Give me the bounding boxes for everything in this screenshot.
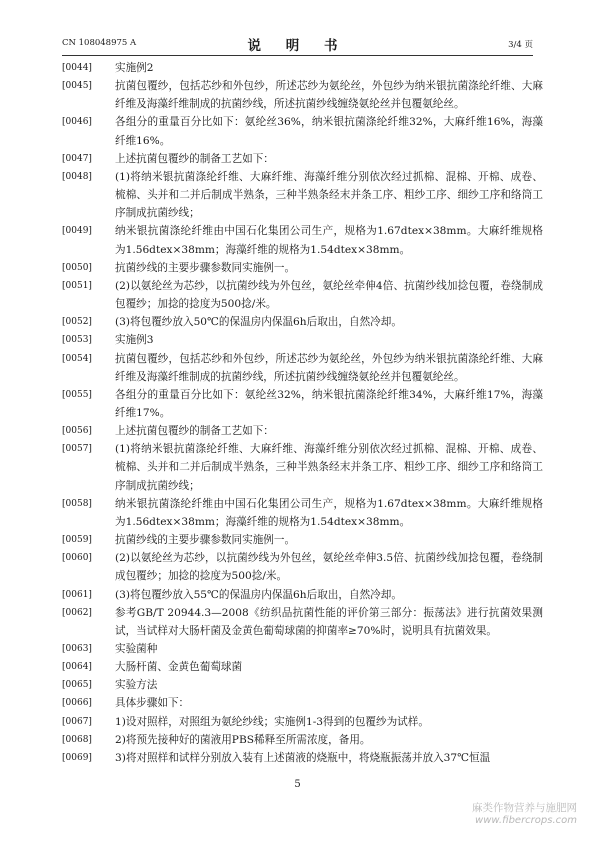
paragraph (62, 113, 543, 149)
paragraph (62, 549, 543, 585)
paragraph-text: 各组分的重量百分比如下：氨纶丝36%，纳米银抗菌涤纶纤维32%，大麻纤维16%，海藻纤维16%。 (115, 116, 543, 147)
paragraph-number: [0057] (62, 444, 92, 455)
paragraph-text: 抗菌包覆纱，包括芯纱和外包纱，所述芯纱为氨纶丝，外包纱为纳米银抗菌涤纶纤维、大麻纤维及海藻纤维制成的抗菌纱线，所述抗菌纱线缠绕氨纶丝并包覆氨纶丝。 (115, 80, 543, 111)
paragraph-number: [0055] (62, 389, 92, 400)
paragraph (62, 59, 543, 77)
site-watermark (472, 800, 577, 826)
paragraph-number: [0050] (62, 262, 92, 273)
paragraph (62, 658, 543, 676)
paragraph-text: (2)以氨纶丝为芯纱，以抗菌纱线为外包丝，氨纶丝牵伸4倍、抗菌纱线加捻包覆，卷绕制成包覆纱；加捻的捻度为500捻/米。 (115, 279, 543, 311)
paragraph-text: 2)将预先接种好的菌液用PBS稀释至所需浓度，备用。 (115, 733, 371, 746)
paragraph-text: 各组分的重量百分比如下：氨纶丝32%，纳米银抗菌涤纶纤维34%，大麻纤维17%，海藻纤维17%。 (115, 388, 543, 419)
paragraph (62, 586, 543, 604)
description-body (62, 59, 543, 767)
paragraph-text: 抗菌包覆纱，包括芯纱和外包纱，所述芯纱为氨纶丝，外包纱为纳米银抗菌涤纶纤维、大麻纤维及海藻纤维制成的抗菌纱线，所述抗菌纱线缠绕氨纶丝并包覆氨纶丝。 (115, 352, 543, 383)
paragraph-number: [0063] (62, 644, 92, 654)
paragraph (62, 604, 543, 640)
paragraph (62, 495, 543, 531)
paragraph-number: [0044] (62, 63, 92, 73)
paragraph (62, 422, 543, 440)
paragraph-number: [0068] (62, 734, 92, 745)
paragraph-number: [0056] (62, 426, 92, 437)
paragraph (62, 531, 543, 549)
watermark-site-name: 麻类作物营养与施肥网 (472, 802, 577, 814)
patent-number: CN 108048975 A (62, 38, 137, 48)
watermark-url: www.fibercrops.com (475, 815, 577, 826)
paragraph-number: [0049] (62, 226, 92, 237)
paragraph-number: [0061] (62, 589, 92, 600)
paragraph (62, 749, 543, 767)
paragraph (62, 222, 543, 258)
paragraph-text: 上述抗菌包覆纱的制备工艺如下： (115, 425, 274, 438)
paragraph-text: 大肠杆菌、金黄色葡萄球菌 (115, 661, 243, 674)
paragraph (62, 277, 543, 313)
paragraph (62, 259, 543, 277)
paragraph (62, 150, 543, 168)
paragraph-number: [0066] (62, 698, 92, 709)
paragraph (62, 350, 543, 386)
page-indicator: 3/4 页 (508, 40, 533, 50)
paragraph (62, 713, 543, 731)
paragraph-text: 实验方法 (115, 679, 158, 692)
paragraph (62, 640, 543, 658)
paragraph (62, 694, 543, 712)
paragraph-number: [0045] (62, 81, 92, 92)
paragraph-number: [0060] (62, 553, 92, 564)
paragraph-number: [0062] (62, 607, 92, 618)
paragraph-text: 实施例2 (115, 62, 154, 74)
header-rule (62, 55, 533, 56)
paragraph-number: [0047] (62, 153, 92, 164)
paragraph-text: 实验菌种 (115, 643, 158, 655)
paragraph (62, 313, 543, 331)
paragraph-number: [0069] (62, 752, 92, 763)
paragraph-text: (1)将纳米银抗菌涤纶纤维、大麻纤维、海藻纤维分别依次经过抓棉、混棉、开棉、成卷、梳棉、头并和二并后制成半熟条，三种半熟条经末并条工序、粗纱工序、细纱工序和络筒工序制成抗菌纱线； (115, 443, 543, 492)
paragraph-text: 参考GB/T 20944.3—2008《纺织品抗菌性能的评价第三部分：振荡法》进行抗菌效果测试，当试样对大肠杆菌及金黄色葡萄球菌的抑菌率≥70%时，说明具有抗菌效果。 (115, 606, 543, 637)
paragraph-number: [0048] (62, 171, 92, 182)
paragraph (62, 168, 543, 222)
paragraph-text: 纳米银抗菌涤纶纤维由中国石化集团公司生产，规格为1.67dtex×38mm。大麻纤维规格为1.56dtex×38mm；海藻纤维的规格为1.54dtex×38mm。 (115, 497, 543, 528)
paragraph-number: [0053] (62, 335, 92, 346)
paragraph (62, 77, 543, 113)
paragraph-text: 抗菌纱线的主要步骤参数同实施例一。 (115, 261, 296, 274)
paragraph-number: [0064] (62, 662, 92, 673)
paragraph-text: (3)将包覆纱放入55℃的保温房内保温6h后取出，自然冷却。 (115, 588, 402, 601)
paragraph-text: (1)将纳米银抗菌涤纶纤维、大麻纤维、海藻纤维分别依次经过抓棉、混棉、开棉、成卷、梳棉、头并和二并后制成半熟条，三种半熟条经末并条工序、粗纱工序、细纱工序和络筒工序制成抗菌纱线； (115, 170, 543, 220)
paragraph-text: 具体步骤如下： (115, 697, 190, 710)
page-number: 5 (294, 779, 301, 790)
paragraph-number: [0058] (62, 498, 92, 509)
paragraph (62, 331, 543, 349)
paragraph-text: 纳米银抗菌涤纶纤维由中国石化集团公司生产，规格为1.67dtex×38mm。大麻纤维规格为1.56dtex×38mm；海藻纤维的规格为1.54dtex×38mm。 (115, 225, 543, 256)
paragraph (62, 440, 543, 494)
paragraph-number: [0065] (62, 680, 92, 691)
paragraph-text: 上述抗菌包覆纱的制备工艺如下： (115, 152, 274, 165)
document-title: 说 明 书 (247, 38, 348, 54)
paragraph-text: 1)设对照样，对照组为氨纶纱线；实施例1-3得到的包覆纱为试样。 (115, 715, 429, 728)
paragraph (62, 386, 543, 422)
paragraph-number: [0059] (62, 535, 92, 546)
paragraph-text: 抗菌纱线的主要步骤参数同实施例一。 (115, 534, 296, 547)
paragraph-text: 实施例3 (115, 334, 154, 347)
paragraph-number: [0067] (62, 716, 92, 727)
page-header (62, 34, 533, 52)
paragraph-text: (2)以氨纶丝为芯纱，以抗菌纱线为外包丝，氨纶丝牵伸3.5倍、抗菌纱线加捻包覆，卷绕制成包覆纱；加捻的捻度为500捻/米。 (115, 552, 543, 583)
paragraph-number: [0046] (62, 117, 92, 128)
paragraph-number: [0054] (62, 353, 92, 364)
paragraph (62, 731, 543, 749)
paragraph-text: (3)将包覆纱放入50℃的保温房内保温6h后取出，自然冷却。 (115, 316, 402, 329)
paragraph (62, 676, 543, 694)
paragraph-text: 3)将对照样和试样分别放入装有上述菌液的烧瓶中，将烧瓶振荡并放入37℃恒温 (115, 751, 491, 764)
paragraph-number: [0051] (62, 280, 92, 291)
paragraph-number: [0052] (62, 317, 92, 328)
